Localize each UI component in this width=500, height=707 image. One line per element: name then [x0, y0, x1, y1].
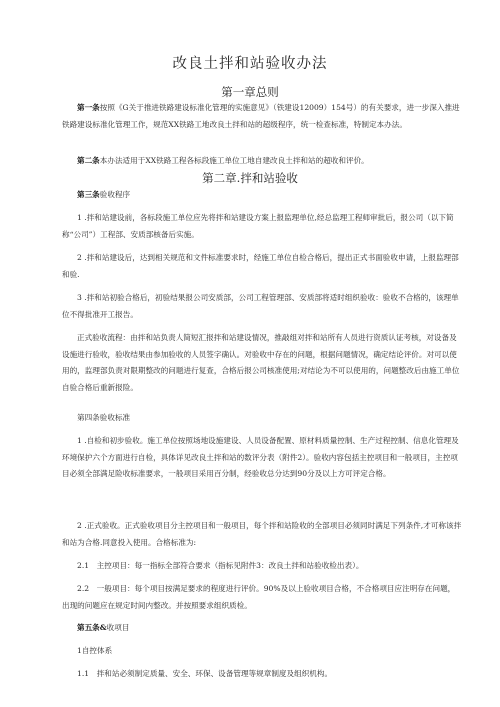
article-5-text: 收项目	[106, 623, 130, 632]
article-2	[62, 153, 462, 170]
article-3-text: 验收程序	[99, 190, 131, 199]
list-item-self-control: 1自控体系	[77, 646, 113, 655]
article-1-label: 第一条	[77, 103, 100, 112]
article-2-label: 第二条	[77, 156, 100, 165]
paragraph-procedure-1: 1 .拌和站建设前，各标段施工单位应先将拌和站建设方案上报监理单位,经总监理工程师审批后，报公司（以下简称“公司”）工程部、安质部核备后实施。	[62, 213, 454, 239]
paragraph-procedure-3: 3 .拌和站初验合格后，初验结果报公司安质部，公司工程管理部、安质部将适时组织验收：验收不合格的，该理单位不得批准开工报告。	[62, 293, 459, 319]
article-1-text: 按照《G关于推进铁路建设标准化管理的实施意见》（铁建设12009）154号）的有关要求，进一步深入推进铁路建设标准化管理工作，规范XX铁路工地改良土拌和站的超级程序，统一检查标准，特制定本办法。	[62, 103, 460, 129]
paragraph-standard-1: 1 .自检和初步验收。施工单位按照场地设施建设、人员设备配置、原材料质量控制、生产过程控制、信息化管理及环境保护六个方面进行自检，具体详见改良土拌和站的数评分表（附件2）。验收内容包括主控项目和一般项目，主控项目必须全部满足险收标准要求，一般项目采用百分制，经验收总分达到90分及以上方可评定合格。	[62, 436, 459, 478]
paragraph-formal-acceptance: 正式验收流程：由拌和站负责人简短汇报拌和站建设情况，推敲组对拌和站所有人员进行资质认证考核，对设备及设施进行验收，验收结果由参加验收的人员签字确认。对验收中存在的问题，根据问题情况，确定结论评价。对可以使用的，监理部负责对限期整改的问题进行复查，合格后报公司核准使用;对结论为不可以使用的，问题整改后由施工单位自验合格后重新报险。	[62, 333, 460, 392]
article-4: 第四条验收标准	[77, 413, 131, 422]
chapter-heading-1: 第一章总则	[221, 85, 279, 99]
paragraph-procedure-2: 2 .拌和站建设后，达到相关规范和文件标准要求时，经施工单位自检合格后，提出正式书面验收申请，上报监理部和验.	[62, 253, 459, 279]
paragraph-main-items: 2.1 主控项目：每一指标全部符合要求（指标见附件3：改良土拌和站验收检出表）。	[77, 561, 364, 570]
paragraph-general-items: 2.2 一般项目：每个项目按满足要求的程度进行评价。90%及以上验收项目合格，不合格项目应注明存在问题，出现的问题应在规定时间内整改。并按照要求组织质检。	[62, 584, 456, 610]
paragraph-standard-2: 2 .正式验收。正式验收项目分主控项目和一般项目，每个拌和站险收的全部项目必须同时满足下列条件,才可称该拌和站为合格.同意投入使用。合格标准为:	[62, 521, 462, 547]
chapter-heading-2: 第二章.拌和站验收	[202, 171, 298, 185]
article-5-label: 第五条&	[77, 623, 107, 632]
article-2-text: 本办法适用于XX铁路工程各标段施工单位工地自建改良土拌和站的超收和评价。	[99, 156, 369, 165]
list-item-1-1: 1.1 拌和站必须制定质量、安全、环保、设备管理等规章制度及组织机构。	[77, 669, 333, 678]
article-1	[62, 100, 462, 133]
article-3	[62, 187, 462, 204]
document-title: 改良土拌和站验收办法	[172, 56, 328, 72]
article-3-label: 第三条	[77, 190, 100, 199]
article-5	[62, 620, 462, 637]
